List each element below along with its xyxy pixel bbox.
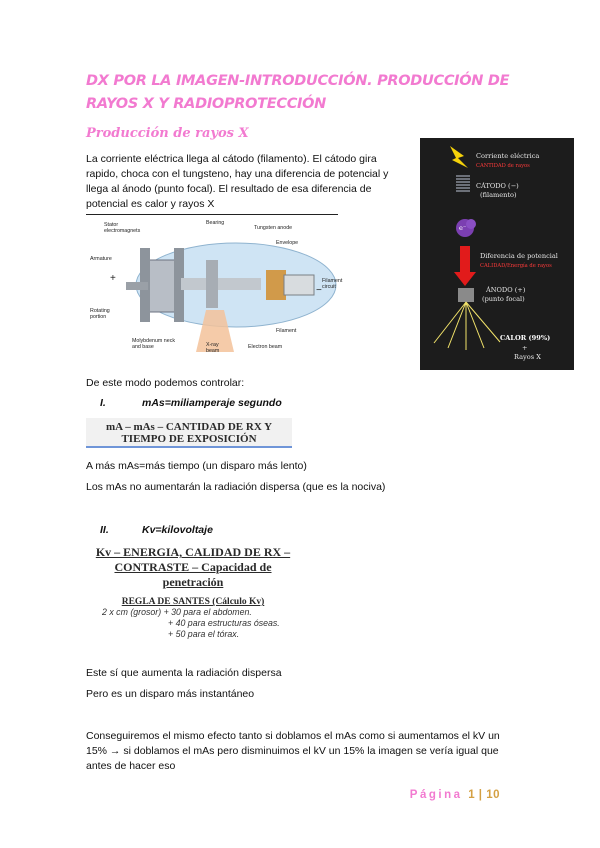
kv-line-2: Pero es un disparo más instantáneo	[86, 688, 255, 700]
section-subtitle: Producción de rayos X	[86, 126, 249, 141]
label-molybdenum: Molybdenum neck and base	[132, 338, 175, 350]
list-item-1-label: mAs=miliamperaje segundo	[142, 397, 282, 409]
label-filament-circuit: Filament circuit	[322, 278, 343, 290]
infographic-corriente-red: CANTIDAD de rayos	[476, 163, 530, 169]
page-title: DX POR LA IMAGEN-INTRODUCCIÓN. PRODUCCIÓN DE RAYOS X Y RADIOPROTECCIÓN	[86, 73, 510, 112]
label-armature: Armature	[90, 256, 112, 262]
regla-line-2: + 40 para estructuras óseas.	[168, 618, 280, 628]
mas-box-line-2: TIEMPO DE EXPOSICIÓN	[121, 433, 257, 445]
xray-tube-diagram	[86, 220, 346, 360]
mas-definition-box	[86, 418, 292, 448]
xray-tube-illustration	[86, 220, 346, 360]
regla-santes-heading: REGLA DE SANTES (Cálculo Kv)	[121, 597, 265, 607]
page-number	[410, 789, 500, 801]
infographic-calor: CALOR (99%)	[500, 334, 551, 342]
label-envelope: Envelope	[276, 240, 299, 246]
page-count: 1 | 10	[468, 789, 500, 801]
label-electron-beam: Electron beam	[248, 344, 283, 350]
intro-paragraph: La corriente eléctrica llega al cátodo (filamento). El cátodo gira rapido, choca con el tungsteno, hay una diferencia de potencial y llega al ánodo (punto focal). El resultado de esa diferencia de potencial es calor y rayos X	[86, 153, 389, 210]
infographic-corriente: Corriente eléctrica	[476, 152, 540, 160]
label-plus: +	[110, 273, 116, 284]
regla-line-3: + 50 para el tórax.	[168, 629, 240, 639]
infographic-punto-focal: (punto focal)	[482, 295, 525, 303]
label-tungsten: Tungsten anode	[254, 225, 293, 231]
label-stator: Stator electromagnets	[104, 222, 141, 234]
infographic-diferencia-red: CALIDAD/Energía de rayos	[480, 263, 552, 269]
kv-heading-3: penetración	[162, 575, 224, 589]
label-bearing: Bearing	[206, 220, 225, 226]
kv-line-1: Este sí que aumenta la radiación dispersa	[86, 667, 282, 679]
regla-line-1: 2 x cm (grosor) + 30 para el abdomen.	[102, 607, 252, 617]
infographic-electron: e⁻	[459, 224, 467, 232]
xray-production-infographic	[420, 138, 574, 370]
infographic-anodo: ÁNODO (+)	[486, 286, 526, 294]
conclusion-paragraph: Conseguiremos el mismo efecto tanto si doblamos el mAs como si aumentamos el kV un 15% → si doblamos el mAs pero disminuimos el kV un 15% la imagen se vería igual que antes de hacer eso	[86, 730, 500, 772]
mas-line-2: Los mAs no aumentarán la radiación dispersa (que es la nociva)	[86, 481, 386, 493]
mas-box-line-1: mA – mAs – CANTIDAD DE RX Y	[105, 421, 273, 433]
label-rotating: Rotating portion	[90, 308, 110, 320]
infographic-catodo: CÁTODO (−)	[476, 182, 519, 190]
label-xray-beam: X-ray beam	[206, 342, 220, 354]
kv-heading-1: Kv – ENERGIA, CALIDAD DE RX –	[95, 545, 291, 559]
list-item-2-number: II.	[100, 524, 109, 536]
label-filament: Filament	[276, 328, 297, 334]
label-minus: −	[316, 285, 322, 296]
control-intro: De este modo podemos controlar:	[86, 377, 245, 389]
kv-heading-2: CONTRASTE – Capacidad de	[114, 560, 272, 574]
list-item-1-number: I.	[100, 397, 106, 409]
infographic-filamento: (filamento)	[480, 191, 517, 199]
divider-line	[86, 214, 338, 215]
mas-line-1: A más mAs=más tiempo (un disparo más lento)	[86, 460, 307, 472]
infographic-plus: +	[522, 344, 528, 352]
infographic-rayos: Rayos X	[514, 353, 541, 361]
list-item-2-label: Kv=kilovoltaje	[142, 524, 213, 536]
infographic-diferencia: Diferencia de potencial	[480, 252, 558, 260]
page-label: Página	[409, 789, 463, 801]
kv-definition-box	[86, 545, 300, 655]
